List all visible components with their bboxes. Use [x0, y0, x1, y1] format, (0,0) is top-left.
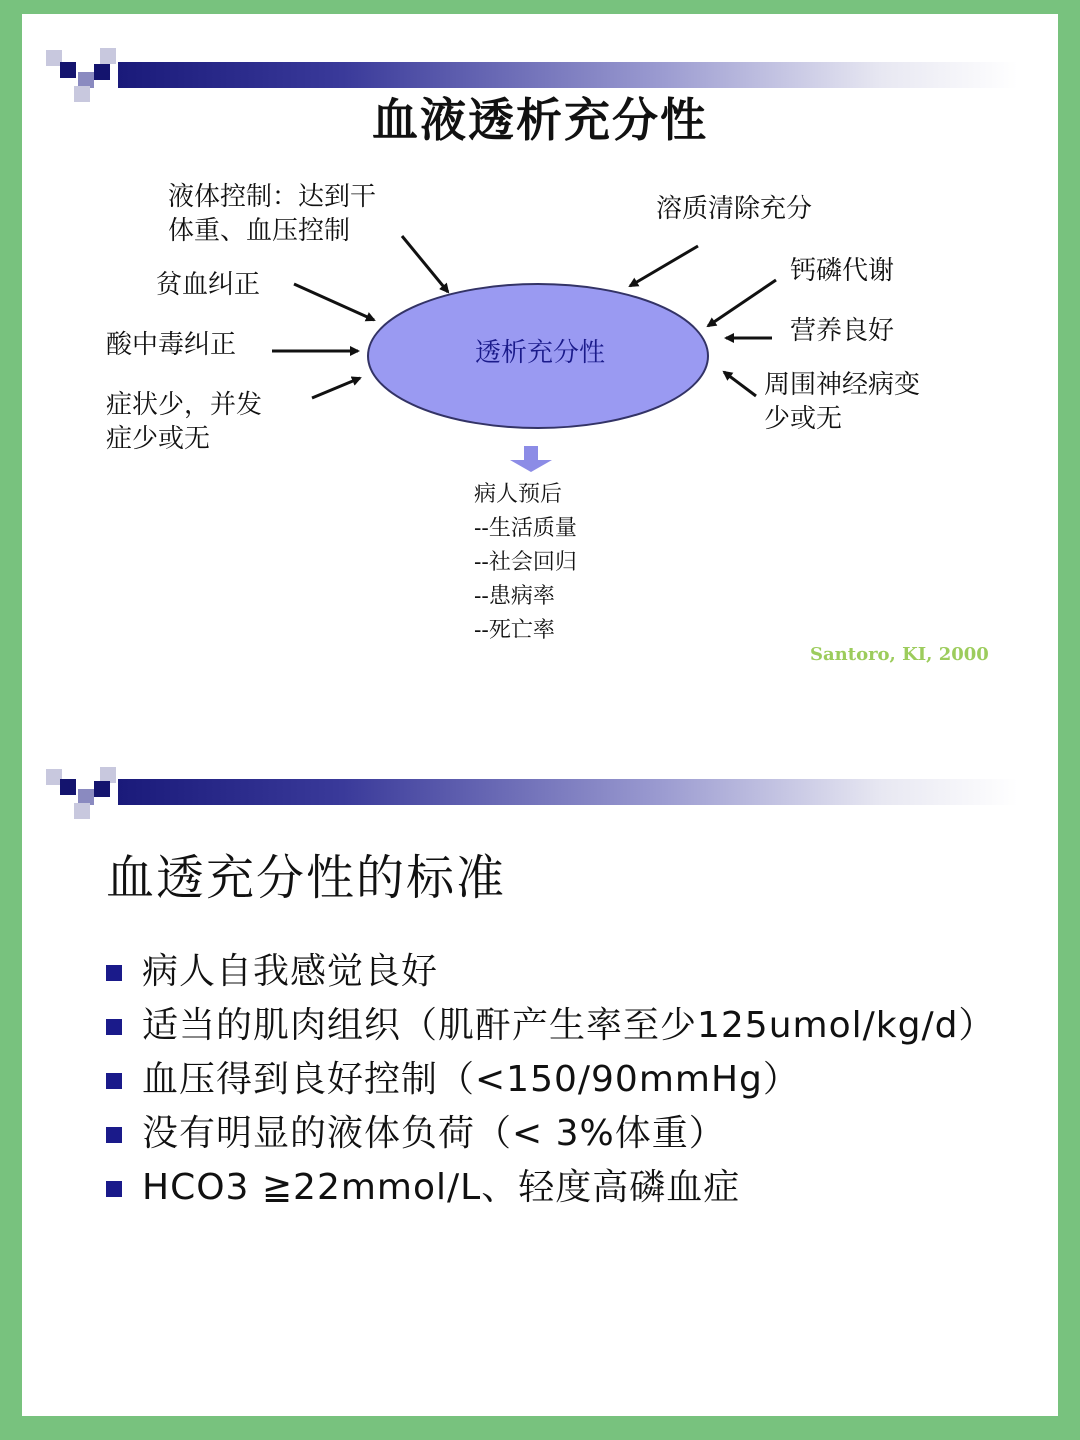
bullet-square-icon — [106, 965, 122, 981]
label-symptoms-2: 症少或无 — [106, 424, 211, 454]
bullet-square-icon — [106, 1181, 122, 1197]
page — [22, 14, 1058, 1416]
bullet-square-icon — [106, 1127, 122, 1143]
bullet-text: 适当的肌肉组织（肌酐产生率至少125umol/kg/d） — [142, 1005, 996, 1046]
slide-title: 血液透析充分性 — [372, 93, 708, 147]
center-label: 透析充分性 — [474, 338, 605, 368]
criteria-list — [106, 949, 1026, 1219]
outcome-item: --社会回归 — [474, 550, 577, 575]
label-fluid-control-2: 体重、血压控制 — [168, 216, 351, 246]
list-item — [106, 949, 1026, 995]
slide-1 — [22, 14, 1058, 714]
label-anemia: 贫血纠正 — [156, 270, 261, 300]
arrow-solute — [630, 246, 698, 286]
bullet-square-icon — [106, 1019, 122, 1035]
label-acidosis: 酸中毒纠正 — [106, 330, 237, 360]
outcome-item: --患病率 — [474, 584, 555, 609]
down-arrow — [510, 446, 552, 472]
slide-2 — [22, 749, 1058, 1409]
label-neuropathy-1: 周围神经病变 — [764, 370, 921, 400]
label-neuropathy-2: 少或无 — [764, 404, 843, 434]
label-nutrition: 营养良好 — [790, 316, 895, 346]
header-square — [74, 803, 90, 819]
arrow-neuro — [724, 372, 756, 396]
outcome-item: --死亡率 — [474, 618, 555, 643]
list-item — [106, 1111, 1026, 1157]
label-solute-clearance: 溶质清除充分 — [656, 194, 813, 224]
bullet-text: 血压得到良好控制（<150/90mmHg） — [142, 1059, 800, 1100]
arrow-fluid — [402, 236, 448, 292]
label-calcium-phosphorus: 钙磷代谢 — [790, 256, 895, 286]
header-square — [94, 781, 110, 797]
slide-title: 血透充分性的标准 — [106, 850, 507, 906]
bullet-text: 病人自我感觉良好 — [142, 951, 439, 992]
label-symptoms-1: 症状少，并发 — [106, 390, 263, 420]
list-item — [106, 1165, 1026, 1211]
label-fluid-control-1: 液体控制：达到干 — [168, 182, 377, 212]
outcome-item: --生活质量 — [474, 516, 577, 541]
header-bar — [118, 779, 1018, 805]
citation: Santoro, KI, 2000 — [810, 644, 989, 665]
arrow-calcium — [708, 280, 776, 326]
arrow-anemia — [294, 284, 374, 320]
list-item — [106, 1003, 1026, 1049]
header-square — [60, 779, 76, 795]
bullet-square-icon — [106, 1073, 122, 1089]
arrow-symptoms — [312, 378, 360, 398]
list-item — [106, 1057, 1026, 1103]
bullet-text: 没有明显的液体负荷（< 3%体重） — [142, 1113, 726, 1154]
bullet-text: HCO3 ≧22mmol/L、轻度高磷血症 — [142, 1167, 741, 1208]
outcome-heading: 病人预后 — [474, 482, 563, 507]
